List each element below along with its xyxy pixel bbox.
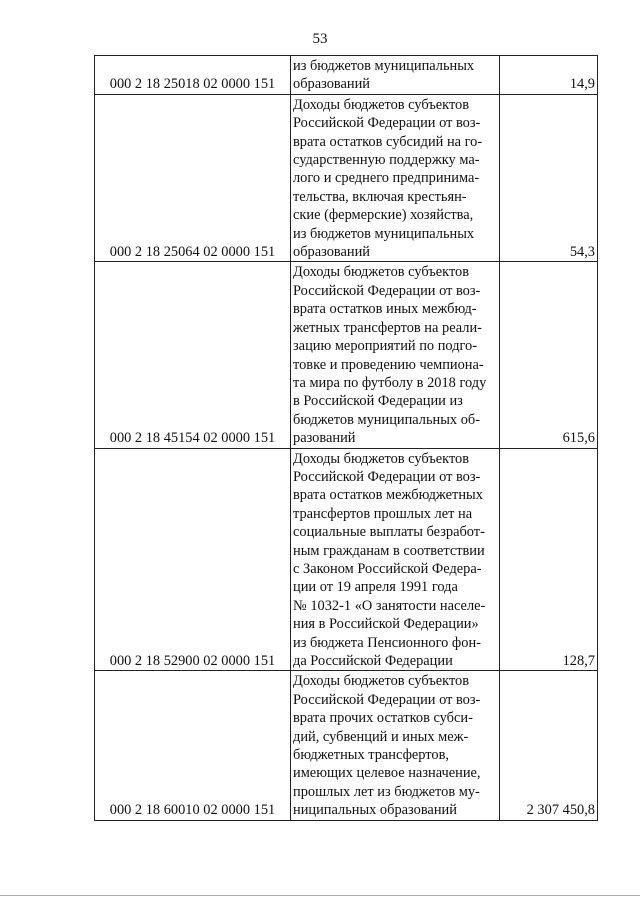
description-line: Российской Федерации от воз- xyxy=(293,282,481,299)
budget-code-cell: 000 2 18 25018 02 0000 151 xyxy=(95,56,291,95)
description-line: жетных трансфертов на реали- xyxy=(293,319,482,336)
amount-cell: 128,7 xyxy=(500,448,598,671)
description-line: Доходы бюджетов субъектов xyxy=(293,673,470,690)
description-cell xyxy=(291,56,500,95)
amount-cell: 14,9 xyxy=(500,56,598,95)
table-row xyxy=(95,262,598,448)
description-line: Российской Федерации от воз- xyxy=(293,468,481,485)
description-line: Доходы бюджетов субъектов xyxy=(293,264,470,281)
description-line: бюджетов муниципальных об- xyxy=(293,411,481,428)
description-cell xyxy=(291,262,500,448)
description-line: врата остатков иных межбюд- xyxy=(293,301,477,318)
description-line: дий, субвенций и иных меж- xyxy=(293,728,469,745)
budget-code-cell: 000 2 18 60010 02 0000 151 xyxy=(95,671,291,820)
description-cell xyxy=(291,671,500,820)
footer-divider xyxy=(0,895,640,896)
description-line: товке и проведению чемпиона- xyxy=(293,356,484,373)
amount-cell: 615,6 xyxy=(500,262,598,448)
description-line: из бюджетов муниципальных xyxy=(293,225,475,242)
amount-cell: 2 307 450,8 xyxy=(500,671,598,820)
description-line: ным гражданам в соответствии xyxy=(293,542,485,559)
description-line: врата прочих остатков субси- xyxy=(293,710,473,727)
description-line: Российской Федерации от воз- xyxy=(293,115,481,132)
description-line: с Законом Российской Федера- xyxy=(293,560,482,577)
table-row xyxy=(95,671,598,820)
description-line: врата остатков межбюджетных xyxy=(293,487,483,504)
description-cell xyxy=(291,448,500,671)
description-line: образований xyxy=(293,76,370,93)
description-line: в Российской Федерации из xyxy=(293,393,463,410)
description-line: ниципальных образований xyxy=(293,802,457,819)
budget-revenue-table xyxy=(94,55,598,821)
budget-code-cell: 000 2 18 25064 02 0000 151 xyxy=(95,94,291,262)
table-row xyxy=(95,94,598,262)
description-line: из бюджетов муниципальных xyxy=(293,58,475,74)
description-line: Доходы бюджетов субъектов xyxy=(293,96,470,113)
budget-code-cell: 000 2 18 45154 02 0000 151 xyxy=(95,262,291,448)
description-line: разований xyxy=(293,430,356,447)
description-line: Российской Федерации от воз- xyxy=(293,691,481,708)
description-line: ции от 19 апреля 1991 года xyxy=(293,579,458,596)
description-line: трансфертов прошлых лет на xyxy=(293,505,473,522)
description-cell xyxy=(291,94,500,262)
description-line: бюджетных трансфертов, xyxy=(293,747,449,764)
description-line: прошлых лет из бюджетов му- xyxy=(293,783,480,800)
description-line: тельства, включая крестьян- xyxy=(293,188,467,205)
description-line: та мира по футболу в 2018 году xyxy=(293,374,487,391)
description-line: № 1032-1 «О занятости населе- xyxy=(293,597,486,614)
description-line: да Российской Федерации xyxy=(293,653,453,669)
budget-code-cell: 000 2 18 52900 02 0000 151 xyxy=(95,448,291,671)
description-line: ские (фермерские) хозяйства, xyxy=(293,207,474,224)
description-line: Доходы бюджетов субъектов xyxy=(293,450,470,467)
description-line: имеющих целевое назначение, xyxy=(293,765,481,782)
description-line: врата остатков субсидий на го- xyxy=(293,133,483,150)
amount-cell: 54,3 xyxy=(500,94,598,262)
table-body xyxy=(95,56,598,821)
description-line: зацию мероприятий по подго- xyxy=(293,338,478,355)
table-row xyxy=(95,448,598,671)
description-line: сударственную поддержку ма- xyxy=(293,152,480,169)
description-line: социальные выплаты безработ- xyxy=(293,524,485,541)
description-line: образований xyxy=(293,244,370,261)
page-number: 53 xyxy=(312,31,328,47)
description-line: из бюджета Пенсионного фон- xyxy=(293,634,481,651)
description-line: ния в Российской Федерации» xyxy=(293,616,479,633)
description-line: лого и среднего предпринима- xyxy=(293,170,480,187)
table-row xyxy=(95,56,598,95)
